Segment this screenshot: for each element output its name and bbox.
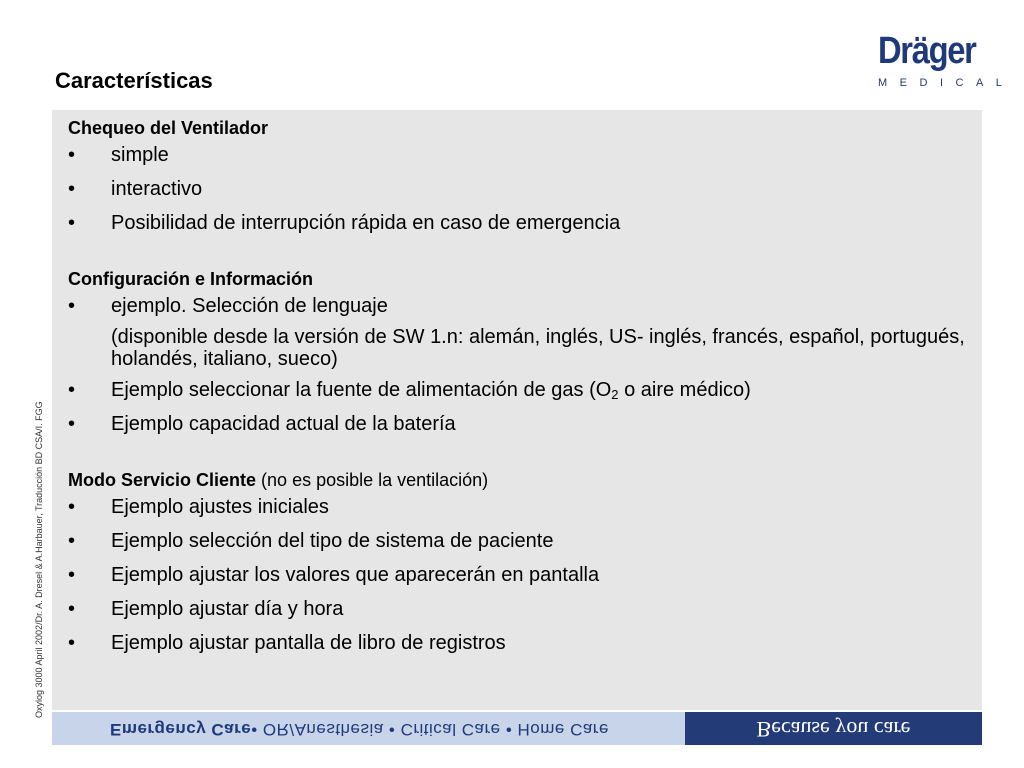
- list-item: • interactivo: [68, 178, 203, 200]
- side-note: Oxylog 3000 April 2002/Dr. A. Dresel & A.Harbauer, Traducción BD CSA/I. FGG: [34, 401, 44, 718]
- content-panel: [52, 110, 982, 710]
- section-heading-configuracion: Configuración e Información: [68, 269, 314, 289]
- list-item: • Ejemplo seleccionar la fuente de alimentación de gas ($O_2$ o aire médico): [68, 379, 751, 402]
- list-item: • Ejemplo ajustar pantalla de libro de registros: [68, 632, 506, 654]
- drager-logo: [870, 30, 1015, 94]
- footer-tagline: Emergency Care• OR/Anesthesia • Critical Care • Home Care: [110, 719, 609, 739]
- list-item: • Ejemplo selección del tipo de sistema de paciente: [68, 530, 554, 552]
- footer-tagline-bar: [52, 712, 685, 745]
- list-item: • Ejemplo ajustar día y hora: [68, 598, 344, 620]
- list-item: • simple: [68, 144, 169, 166]
- list-item: • Ejemplo ajustar los valores que aparecerán en pantalla: [68, 564, 600, 586]
- list-item: • Ejemplo capacidad actual de la batería: [68, 413, 456, 435]
- slide-title: Características: [55, 68, 213, 93]
- footer-slogan-bar: [685, 712, 982, 745]
- footer-slogan: Because you care: [756, 716, 911, 742]
- list-item: • Posibilidad de interrupción rápida en caso de emergencia: [68, 212, 621, 234]
- logo-subtitle: MEDICAL: [878, 77, 1015, 89]
- list-item-continuation: (disponible desde la versión de SW 1.n: alemán, inglés, US- inglés, francés, español, portugués, holandés, italiano, sueco): [111, 326, 965, 370]
- section-heading-chequeo: Chequeo del Ventilador: [68, 118, 269, 138]
- list-item: • Ejemplo ajustes iniciales: [68, 496, 329, 518]
- section-heading-modo-servicio: Modo Servicio Cliente (no es posible la ventilación): [68, 470, 489, 490]
- logo-wordmark: Dräger: [878, 30, 976, 72]
- list-item: • ejemplo. Selección de lenguaje: [68, 295, 388, 317]
